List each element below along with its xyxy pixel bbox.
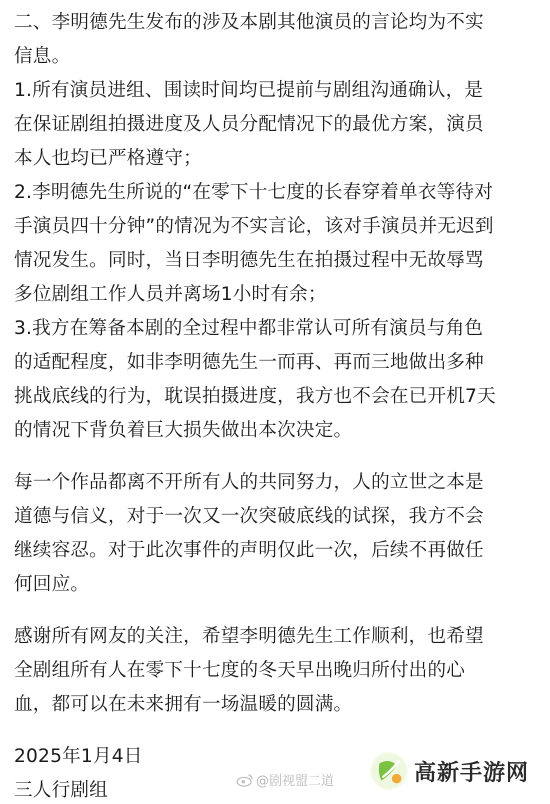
statement-line: 何回应。 [14, 574, 90, 595]
weibo-watermark [236, 770, 334, 789]
statement-signature: 三人行剧组 [14, 780, 108, 801]
statement-line: 的情况下背负着巨大损失做出本次决定。 [14, 420, 353, 441]
statement-line: 情况发生。同时，当日李明德先生在拍摄过程中无故辱骂 [14, 250, 484, 271]
site-logo [370, 752, 529, 790]
statement-line: 每一个作品都离不开所有人的共同努力，人的立世之本是 [14, 472, 484, 493]
statement-line: 信息。 [14, 46, 71, 67]
statement-line: 本人也均已严格遵守； [14, 148, 202, 169]
statement-line: 在保证剧组拍摄进度及人员分配情况下的最优方案，演员 [14, 114, 484, 135]
statement-line: 多位剧组工作人员并离场1小时有余； [14, 284, 327, 305]
statement-line: 全剧组所有人在零下十七度的冬天早出晚归所付出的心 [14, 660, 466, 681]
weibo-icon [236, 773, 254, 787]
statement-line: 挑战底线的行为，耽误拍摄进度，我方也不会在已开机7天 [14, 386, 496, 407]
logo-text: 高新手游网 [414, 760, 530, 786]
statement-line: 1.所有演员进组、围读时间均已提前与剧组沟通确认，是 [14, 80, 484, 101]
watermark-text: @剧视盟二道 [256, 774, 335, 789]
statement-line: 血，都可以在未来拥有一场温暖的圆满。 [14, 694, 353, 715]
gaoxin-leaf-logo-icon [370, 752, 408, 790]
statement-date: 2025年1月4日 [14, 746, 143, 767]
statement-line: 的适配程度，如非李明德先生一而再、再而三地做出多种 [14, 352, 484, 373]
statement-line: 二、李明德先生发布的涉及本剧其他演员的言论均为不实 [14, 12, 484, 33]
statement-line: 手演员四十分钟”的情况为不实言论，该对手演员并无迟到 [14, 216, 494, 237]
statement-line: 道德与信义，对于一次又一次突破底线的试探，我方不会 [14, 506, 484, 527]
statement-line: 感谢所有网友的关注，希望李明德先生工作顺利，也希望 [14, 626, 484, 647]
statement-line: 3.我方在筹备本剧的全过程中都非常认可所有演员与角色 [14, 318, 484, 339]
statement-line: 2.李明德先生所说的“在零下十七度的长春穿着单衣等待对 [14, 182, 494, 203]
statement-line: 继续容忍。对于此次事件的声明仅此一次，后续不再做任 [14, 540, 484, 561]
